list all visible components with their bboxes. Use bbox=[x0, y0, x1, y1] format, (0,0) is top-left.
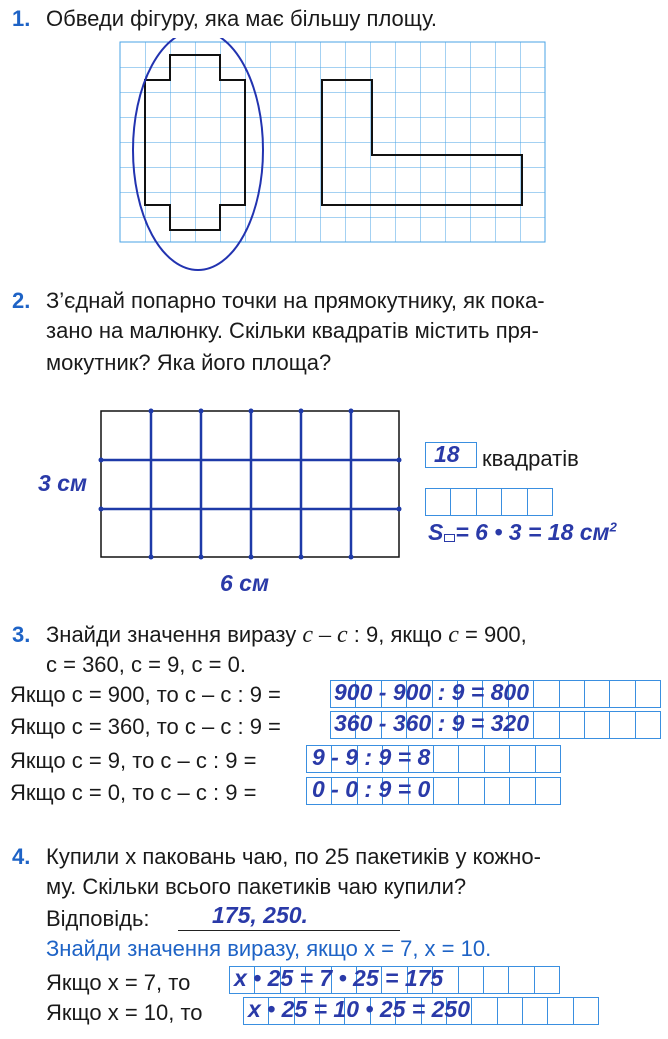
task-2-line-2: зано на малюнку. Скільки квадратів містить пря- bbox=[46, 318, 539, 343]
grid-paper bbox=[120, 42, 545, 242]
task-4-row-1-answer: x • 25 = 7 • 25 = 175 bbox=[234, 965, 444, 991]
task-3-text-a: Знайди значення виразу bbox=[46, 622, 303, 647]
task-3-row-1-label: Якщо c = 900, то c – c : 9 = bbox=[10, 682, 281, 707]
task-3-row-2-label: Якщо c = 360, то c – c : 9 = bbox=[10, 714, 281, 739]
task-1-number: 1. bbox=[12, 6, 31, 31]
height-label: 3 см bbox=[38, 470, 87, 496]
task-4-row-2-label: Якщо x = 10, то bbox=[46, 1000, 203, 1025]
task-4-line-1: Купили x паковань чаю, по 25 пакетиків у кожно- bbox=[46, 844, 541, 869]
area-expression: = 6 • 3 = 18 см bbox=[455, 519, 610, 545]
squares-answer: 18 bbox=[434, 441, 460, 467]
task-2-line-1: З’єднай попарно точки на прямокутнику, як пока- bbox=[46, 288, 545, 313]
task-3-row-4-label: Якщо c = 0, то c – c : 9 = bbox=[10, 780, 257, 805]
task-3-row-4-answer: 0 - 0 : 9 = 0 bbox=[312, 776, 431, 802]
task-4-answer-label: Відповідь: bbox=[46, 906, 150, 931]
task-3-line-1 bbox=[46, 622, 527, 649]
task-4-row-2-answer: x • 25 = 10 • 25 = 250 bbox=[248, 996, 471, 1022]
rectangle-symbol-icon bbox=[444, 534, 455, 542]
task-2-number: 2. bbox=[12, 288, 31, 313]
area-answer-cells bbox=[425, 488, 553, 516]
width-label: 6 см bbox=[220, 570, 269, 596]
task-3-variable: c bbox=[448, 622, 459, 648]
task-3-number: 3. bbox=[12, 622, 31, 647]
area-formula bbox=[428, 519, 617, 546]
task-3-text-c: : 9, якщо bbox=[347, 622, 449, 647]
task-4-answer-value: 175, 250. bbox=[212, 902, 308, 928]
task-3-row-2-answer: 360 - 360 : 9 = 320 bbox=[334, 710, 530, 736]
task-3-line-2: c = 360, c = 9, c = 0. bbox=[46, 652, 246, 677]
task-2-line-3: мокутник? Яка його площа? bbox=[46, 350, 332, 375]
answer-line bbox=[178, 930, 400, 931]
task-4-row-1-label: Якщо x = 7, то bbox=[46, 970, 191, 995]
task-1-text: Обведи фігуру, яка має більшу площу. bbox=[46, 6, 438, 31]
task-3-row-3-answer: 9 - 9 : 9 = 8 bbox=[312, 744, 431, 770]
task-3-expression: c – c bbox=[302, 622, 348, 648]
task-4-number: 4. bbox=[12, 844, 31, 869]
task-3-row-1-answer: 900 - 900 : 9 = 800 bbox=[334, 679, 530, 705]
task-4-line-2: му. Скільки всього пакетиків чаю купили? bbox=[46, 874, 467, 899]
area-symbol: S bbox=[428, 519, 444, 545]
task-4-instruction: Знайди значення виразу, якщо x = 7, x = 10. bbox=[46, 936, 492, 961]
task-2-rectangle bbox=[96, 404, 406, 564]
area-unit-exponent: 2 bbox=[609, 519, 617, 535]
connecting-lines bbox=[101, 411, 399, 557]
squares-word: квадратів bbox=[482, 446, 579, 471]
task-3-text-e: = 900, bbox=[458, 622, 527, 647]
task-1-grid-figures bbox=[118, 38, 558, 278]
task-3-row-3-label: Якщо c = 9, то c – c : 9 = bbox=[10, 748, 257, 773]
